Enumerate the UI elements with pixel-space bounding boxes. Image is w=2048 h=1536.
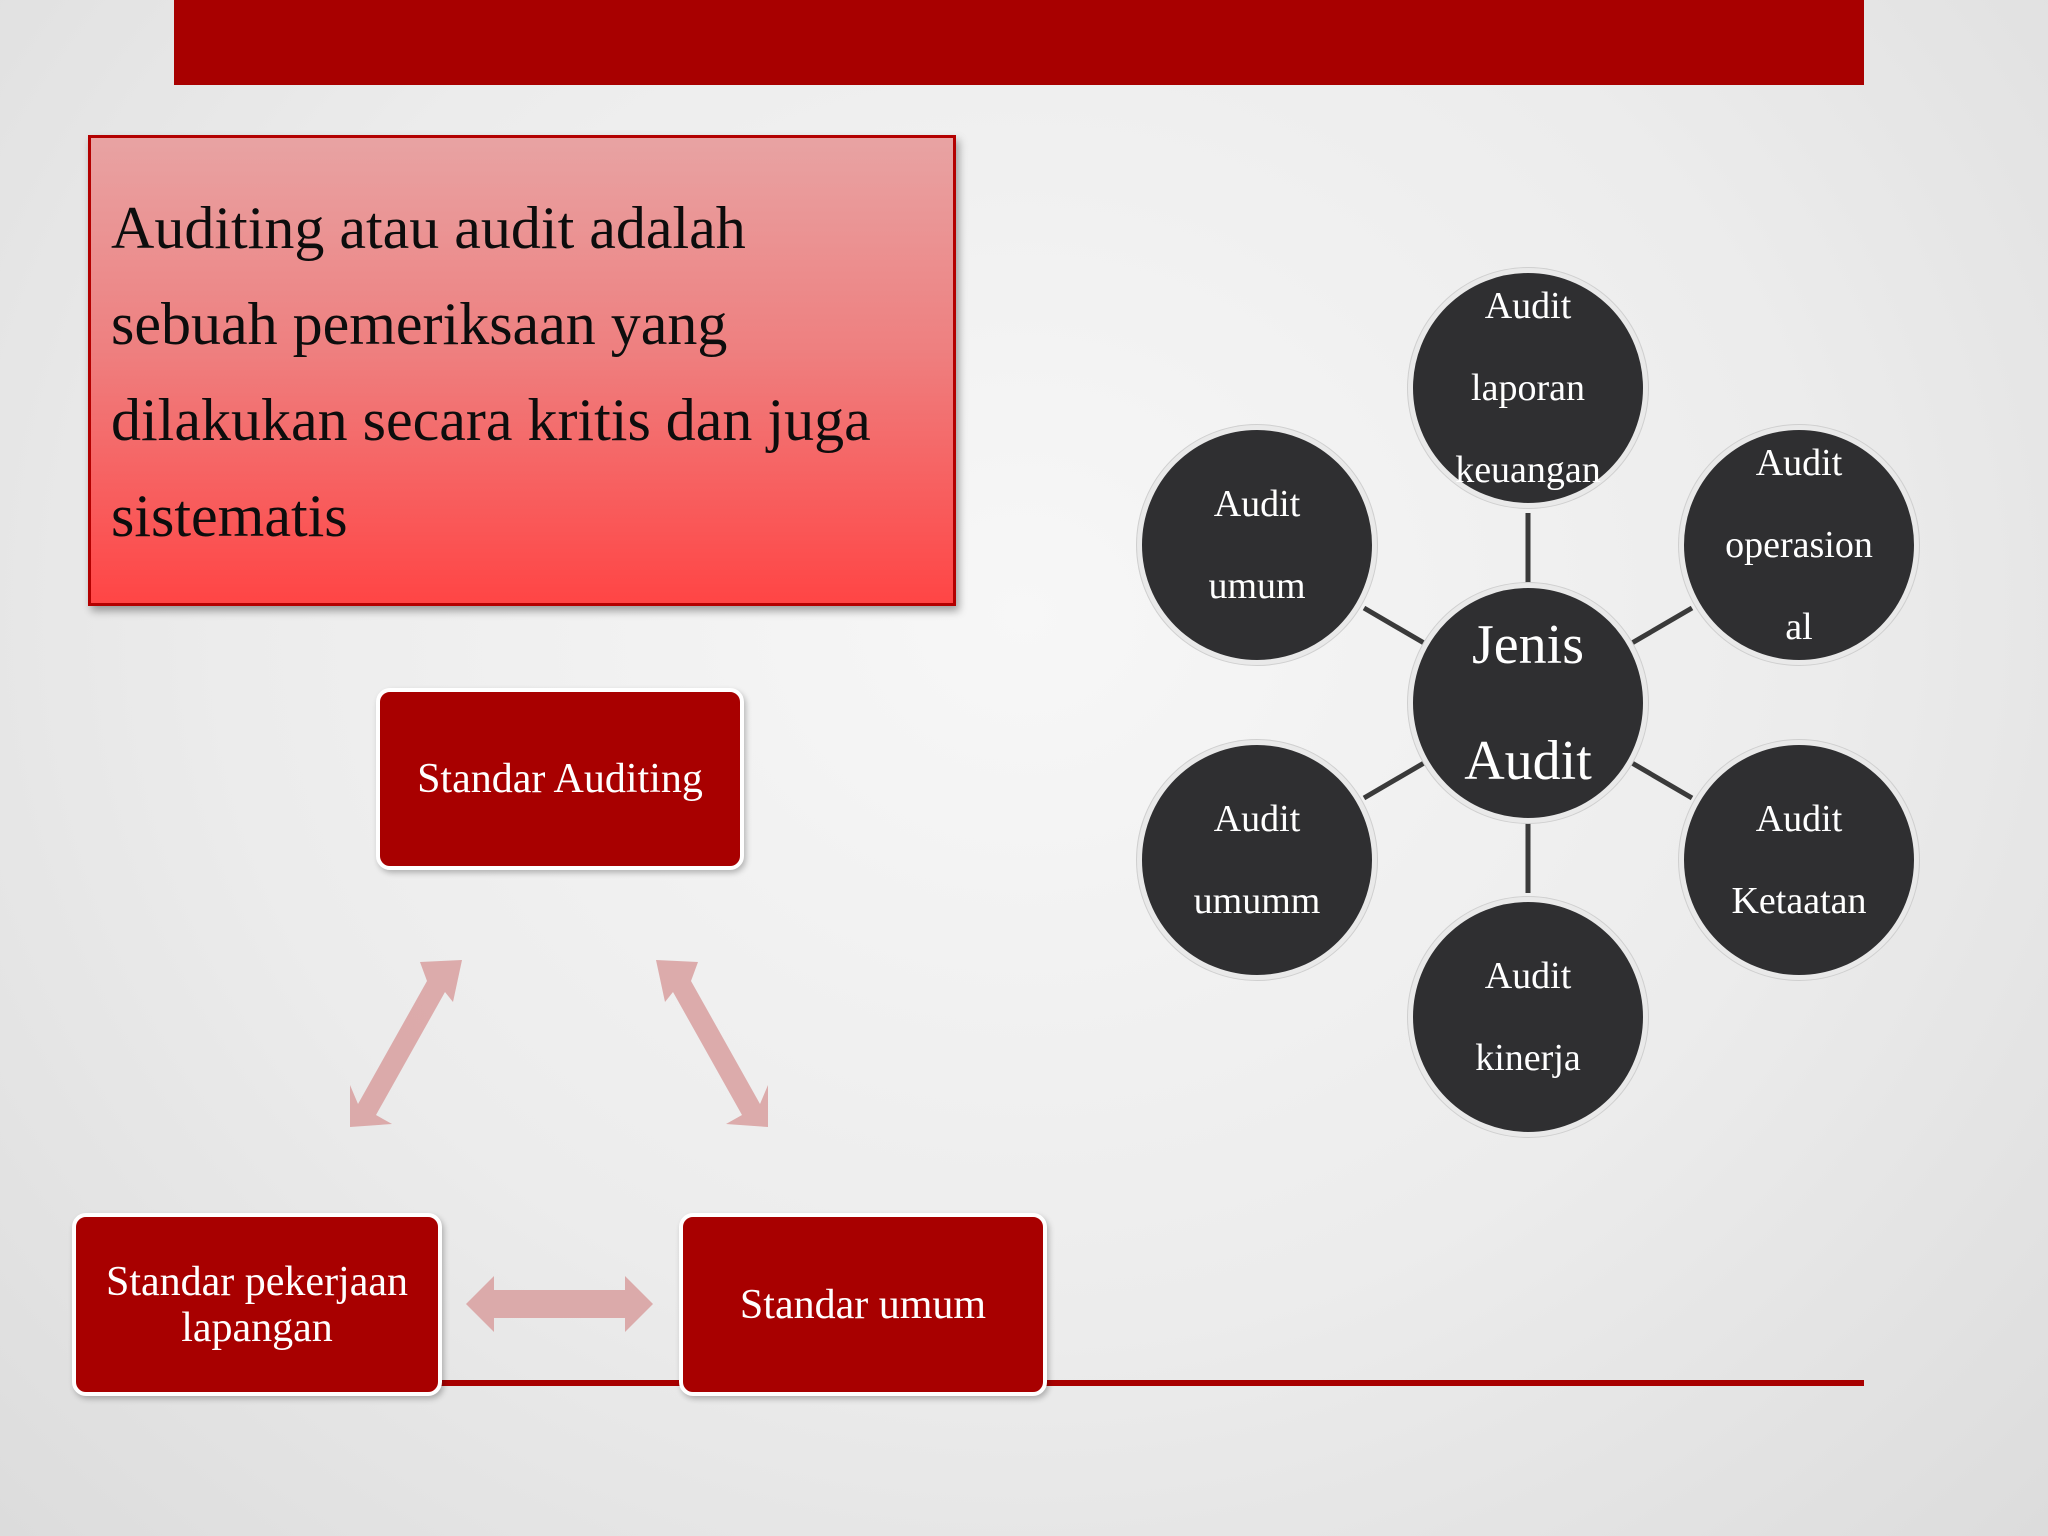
node-line: Audit [1484, 284, 1572, 327]
node-audit-umumm [1137, 740, 1377, 980]
node-line: Ketaatan [1731, 879, 1867, 922]
node-line: umum [1208, 564, 1306, 607]
standard-auditing-label: Standar Auditing [417, 756, 703, 802]
node-line: Audit [1213, 482, 1301, 525]
node-label [1447, 956, 1609, 1079]
audit-types-center-node [1408, 583, 1648, 823]
node-line: kinerja [1475, 1036, 1581, 1079]
node-audit-operasional [1679, 425, 1919, 665]
definition-line-4: sistematis [111, 483, 348, 549]
node-audit-umum [1137, 425, 1377, 665]
node-label [1697, 443, 1901, 648]
standard-fieldwork-line-1: Standar pekerjaan [105, 1258, 409, 1305]
center-label [1436, 616, 1620, 790]
connector-umum [1364, 608, 1424, 643]
definition-line-2: sebuah pemeriksaan yang [111, 291, 728, 357]
node-line: Audit [1755, 441, 1843, 484]
standard-fieldwork-line-2: lapangan [181, 1304, 333, 1351]
node-line: laporan [1471, 366, 1585, 409]
node-audit-ketaatan [1679, 740, 1919, 980]
center-line-2: Audit [1464, 730, 1592, 792]
node-line: operasion [1725, 523, 1873, 566]
center-line-1: Jenis [1472, 614, 1584, 676]
connector-umumm [1364, 763, 1424, 798]
node-label [1703, 799, 1894, 922]
connector-operasional [1632, 608, 1692, 643]
node-line: keuangan [1455, 448, 1601, 491]
node-label [1427, 286, 1629, 491]
definition-line-3: dilakukan secara kritis dan juga [111, 387, 871, 453]
node-label [1180, 484, 1333, 607]
definition-line-1: Auditing atau audit adalah [111, 195, 746, 261]
node-line: umumm [1193, 879, 1321, 922]
connector-ketaatan [1632, 763, 1692, 798]
node-audit-kinerja [1408, 897, 1648, 1137]
standard-general-label: Standar umum [739, 1281, 987, 1328]
node-line: al [1785, 605, 1813, 648]
node-line: Audit [1484, 954, 1572, 997]
node-audit-laporan-keuangan [1408, 268, 1648, 508]
node-line: Audit [1213, 797, 1301, 840]
node-line: Audit [1755, 797, 1843, 840]
node-label [1166, 799, 1349, 922]
